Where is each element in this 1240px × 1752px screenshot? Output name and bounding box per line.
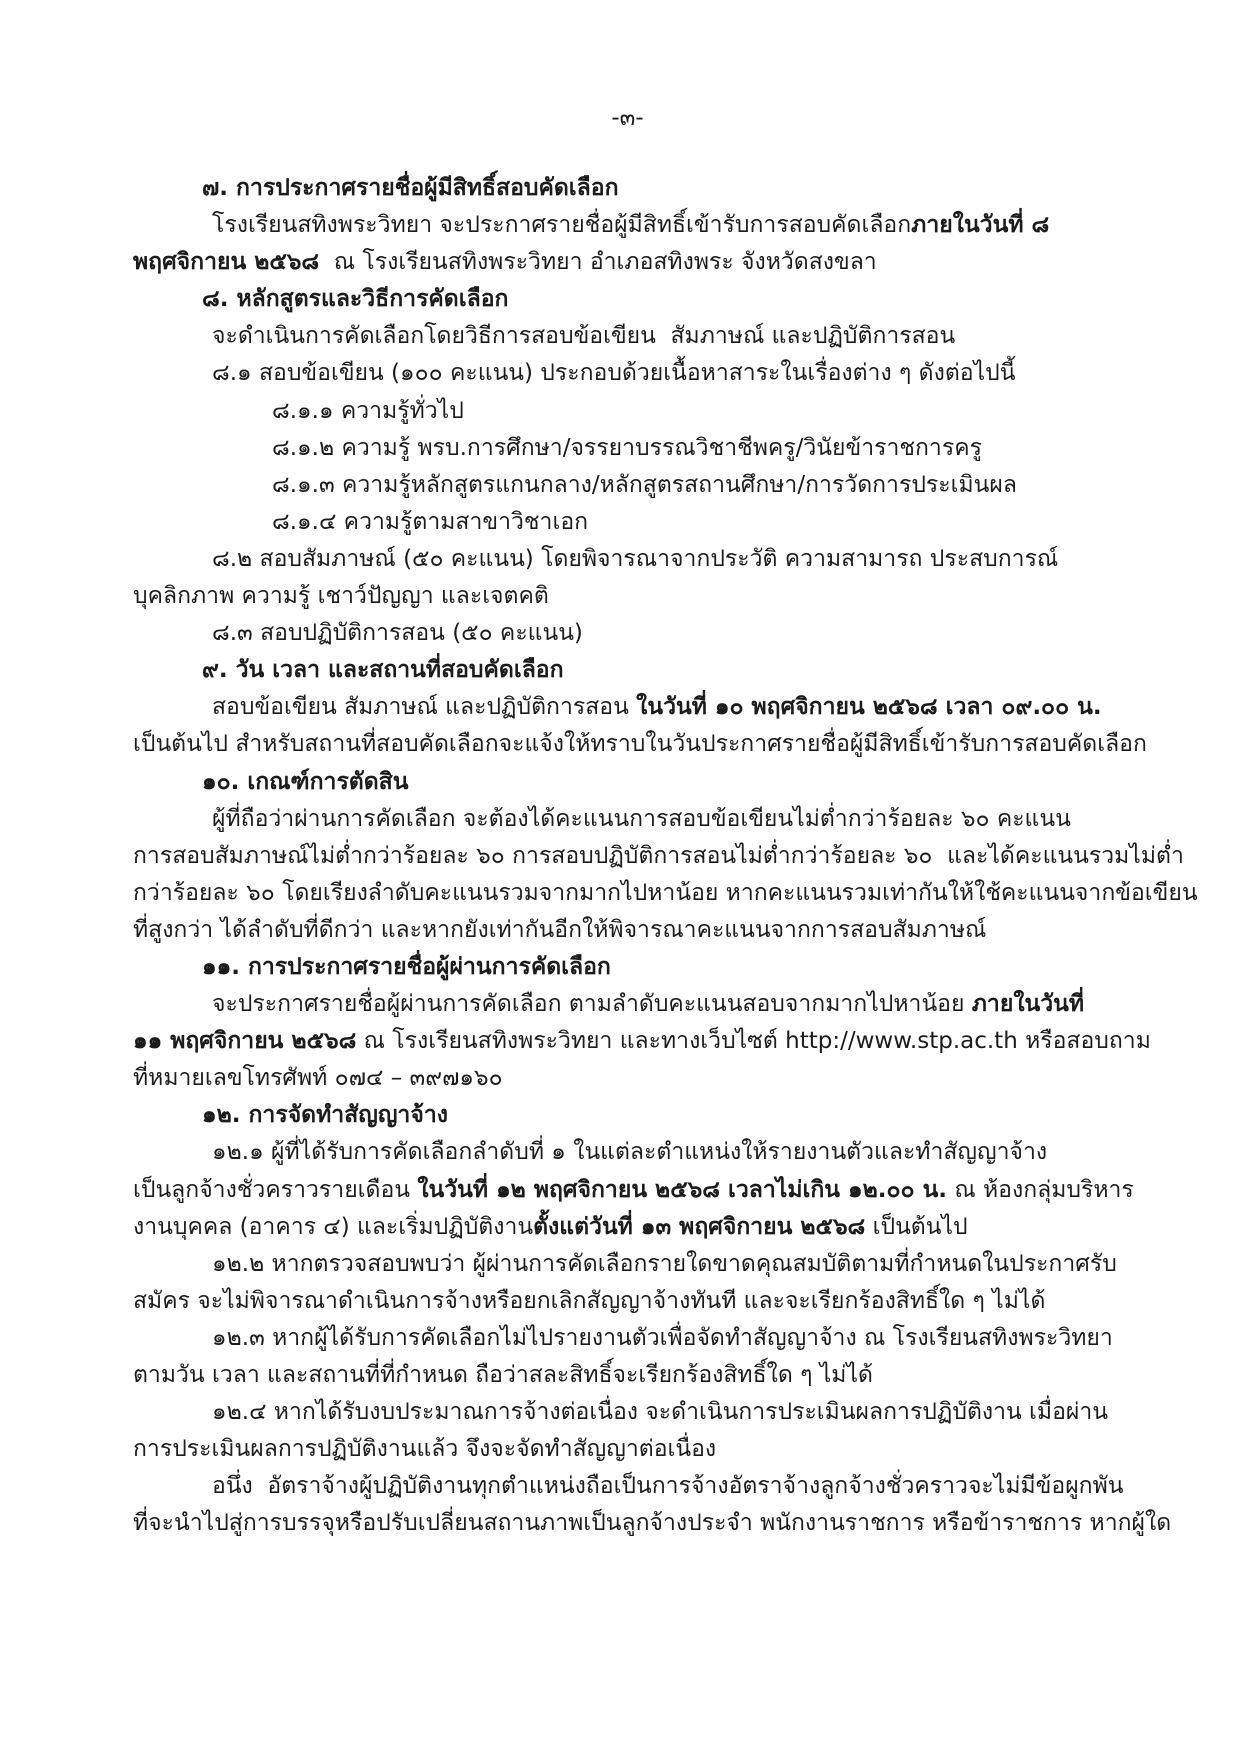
text-line: [133, 244, 1122, 281]
text-run: หรือสอบถาม: [1017, 1028, 1151, 1055]
text-run: ๘. หลักสูตรและวิธีการคัดเลือก: [202, 286, 509, 313]
page-number: -๓-: [611, 105, 644, 131]
text-run: ผู้ที่ถือว่าผ่านการคัดเลือก จะต้องได้คะแนนการสอบข้อเขียนไม่ต่ำกว่าร้อยละ ๖๐ คะแนน: [212, 805, 1071, 832]
text-run: ๘.๑.๒ ความรู้ พรบ.การศึกษา/จรรยาบรรณวิชาชีพครู/วินัยข้าราชการครู: [272, 434, 982, 461]
text-run: ๗. การประกาศรายชื่อผู้มีสิทธิ์สอบคัดเลือก: [202, 175, 619, 201]
text-run: ๑๒.๑ ผู้ที่ได้รับการคัดเลือกลำดับที่ ๑ ในแต่ละตำแหน่งให้รายงานตัวและทำสัญญาจ้าง: [212, 1139, 1048, 1166]
section-heading: [133, 764, 1122, 801]
text-run: จะประกาศรายชื่อผู้ผ่านการคัดเลือก ตามลำดับคะแนนสอบจากมากไปหาน้อย: [212, 991, 972, 1018]
text-line: [133, 912, 1122, 949]
text-line: [133, 1320, 1122, 1357]
text-run: บุคลิกภาพ ความรู้ เชาว์ปัญญา และเจตคติ: [133, 583, 549, 610]
text-run: ที่หมายเลขโทรศัพท์ ๐๗๔ – ๓๙๗๑๖๐: [133, 1065, 503, 1092]
text-run: อนึ่ง อัตราจ้างผู้ปฏิบัติงานทุกตำแหน่งถือเป็นการจ้างอัตราจ้างลูกจ้างชั่วคราวจะไม่มีข้อผูกพัน: [212, 1473, 1124, 1500]
text-line: [133, 318, 1122, 355]
section-heading: [133, 652, 1122, 689]
text-run: การสอบสัมภาษณ์ไม่ต่ำกว่าร้อยละ ๖๐ การสอบปฏิบัติการสอนไม่ต่ำกว่าร้อยละ ๖๐ และได้คะแนนรวมไม่ต่ำ: [133, 842, 1184, 869]
text-run: ในวันที่ ๑๐ พฤศจิกายน ๒๕๖๘ เวลา ๐๙.๐๐ น.: [636, 694, 1102, 721]
text-run: ในวันที่ ๑๒ พฤศจิกายน ๒๕๖๘ เวลาไม่เกิน ๑๒.๐๐ น.: [417, 1176, 948, 1203]
text-line: [133, 1394, 1122, 1431]
text-line: [133, 615, 1122, 652]
text-run: ๘.๒ สอบสัมภาษณ์ (๕๐ คะแนน) โดยพิจารณาจากประวัติ ความสามารถ ประสบการณ์: [212, 545, 1059, 572]
text-run: ๑๒.๔ หากได้รับงบประมาณการจ้างต่อเนื่อง จะดำเนินการประเมินผลการปฏิบัติงาน เมื่อผ่าน: [212, 1399, 1109, 1426]
website-url: http://www.stp.ac.th: [785, 1028, 1018, 1055]
text-line: [133, 986, 1122, 1023]
text-run: ๑๑. การประกาศรายชื่อผู้ผ่านการคัดเลือก: [202, 953, 611, 980]
text-run: ๘.๓ สอบปฏิบัติการสอน (๕๐ คะแนน): [212, 620, 583, 647]
text-run: ๘.๑.๓ ความรู้หลักสูตรแกนกลาง/หลักสูตรสถานศึกษา/การวัดการประเมินผล: [272, 471, 1017, 498]
text-line: [133, 1172, 1134, 1209]
text-run: ตามวัน เวลา และสถานที่ที่กำหนด ถือว่าสละสิทธิ์จะเรียกร้องสิทธิ์ใด ๆ ไม่ได้: [133, 1362, 873, 1388]
text-line: [133, 838, 1184, 875]
text-run: สอบข้อเขียน สัมภาษณ์ และปฏิบัติการสอน: [212, 694, 637, 721]
text-run: เป็นต้นไป: [865, 1213, 968, 1240]
section-heading: [133, 1097, 1122, 1134]
text-line: [133, 801, 1122, 838]
text-run: ๘.๑.๔ ความรู้ตามสาขาวิชาเอก: [272, 508, 589, 535]
text-run: จะดำเนินการคัดเลือกโดยวิธีการสอบข้อเขียน สัมภาษณ์ และปฏิบัติการสอน: [212, 323, 956, 350]
text-run: ณ โรงเรียนสทิงพระวิทยา และทางเว็บไซต์: [356, 1028, 786, 1055]
text-run: กว่าร้อยละ ๖๐ โดยเรียงลำดับคะแนนรวมจากมากไปหาน้อย หากคะแนนรวมเท่ากันให้ใช้คะแนนจากข้อเขียน: [133, 879, 1198, 906]
text-run: ๘.๑ สอบข้อเขียน (๑๐๐ คะแนน) ประกอบด้วยเนื้อหาสาระในเรื่องต่าง ๆ ดังต่อไปนี้: [212, 360, 1016, 387]
text-line: [133, 430, 1122, 467]
section-heading: [133, 170, 1122, 207]
text-run: การประเมินผลการปฏิบัติงานแล้ว จึงจะจัดทำสัญญาต่อเนื่อง: [133, 1436, 717, 1463]
text-run: ๑๒.๒ หากตรวจสอบพบว่า ผู้ผ่านการคัดเลือกรายใดขาดคุณสมบัติตามที่กำหนดในประกาศรับ: [212, 1250, 1117, 1277]
section-heading: [133, 949, 1122, 986]
text-line: [133, 1209, 1122, 1246]
text-run: งานบุคคล (อาคาร ๔) และเริ่มปฏิบัติงาน: [133, 1213, 534, 1240]
text-line: [133, 1357, 1122, 1394]
text-run: พฤศจิกายน ๒๕๖๘: [133, 249, 320, 276]
document-body: [133, 170, 1198, 1542]
text-line: [133, 1283, 1122, 1320]
text-line: [133, 207, 1122, 244]
text-line: [133, 875, 1198, 912]
text-line: [133, 1468, 1122, 1505]
text-line: [133, 1431, 1122, 1468]
text-line: [133, 689, 1122, 726]
text-run: ที่สูงกว่า ได้ลำดับที่ดีกว่า และหากยังเท่ากันอีกให้พิจารณาคะแนนจากการสอบสัมภาษณ์: [133, 916, 987, 943]
text-line: [133, 1060, 1122, 1097]
text-line: [133, 1246, 1122, 1283]
text-line: [133, 355, 1122, 392]
text-line: [133, 467, 1122, 504]
text-run: ภายในวันที่: [971, 991, 1085, 1018]
text-run: ๙. วัน เวลา และสถานที่สอบคัดเลือก: [202, 657, 564, 684]
text-line: [133, 1505, 1172, 1542]
text-run: ๘.๑.๑ ความรู้ทั่วไป: [272, 397, 464, 424]
text-run: ที่จะนำไปสู่การบรรจุหรือปรับเปลี่ยนสถานภาพเป็นลูกจ้างประจำ พนักงานราชการ หรือข้าราชการ หากผู้ใด: [133, 1510, 1172, 1537]
text-line: [133, 393, 1122, 430]
text-run: เป็นต้นไป สำหรับสถานที่สอบคัดเลือกจะแจ้งให้ทราบในวันประกาศรายชื่อผู้มีสิทธิ์เข้ารับการสอบคัดเลือก: [133, 731, 1147, 758]
text-run: ๑๑ พฤศจิกายน ๒๕๖๘: [133, 1028, 357, 1055]
text-line: [133, 578, 1122, 615]
section-heading: [133, 281, 1122, 318]
text-run: ๑๐. เกณฑ์การตัดสิน: [202, 768, 409, 795]
text-run: สมัคร จะไม่พิจารณาดำเนินการจ้างหรือยกเลิกสัญญาจ้างทันที และจะเรียกร้องสิทธิ์ใด ๆ ไม่ได้: [133, 1287, 1046, 1314]
text-line: [133, 1023, 1151, 1060]
text-line: [133, 504, 1122, 541]
text-run: ภายในวันที่ ๘: [911, 212, 1050, 239]
text-line: [133, 541, 1122, 578]
text-run: ๑๒. การจัดทำสัญญาจ้าง: [202, 1102, 448, 1129]
text-run: ณ ห้องกลุ่มบริหาร: [947, 1176, 1134, 1203]
text-line: [133, 1134, 1122, 1171]
text-run: ตั้งแต่วันที่ ๑๓ พฤศจิกายน ๒๕๖๘: [533, 1213, 866, 1240]
text-run: โรงเรียนสทิงพระวิทยา จะประกาศรายชื่อผู้มีสิทธิ์เข้ารับการสอบคัดเลือก: [212, 212, 912, 239]
text-run: ณ โรงเรียนสทิงพระวิทยา อำเภอสทิงพระ จังหวัดสงขลา: [319, 249, 877, 276]
text-line: [133, 726, 1147, 763]
text-run: เป็นลูกจ้างชั่วคราวรายเดือน: [133, 1176, 418, 1203]
text-run: ๑๒.๓ หากผู้ได้รับการคัดเลือกไม่ไปรายงานตัวเพื่อจัดทำสัญญาจ้าง ณ โรงเรียนสทิงพระวิทยา: [212, 1324, 1113, 1351]
